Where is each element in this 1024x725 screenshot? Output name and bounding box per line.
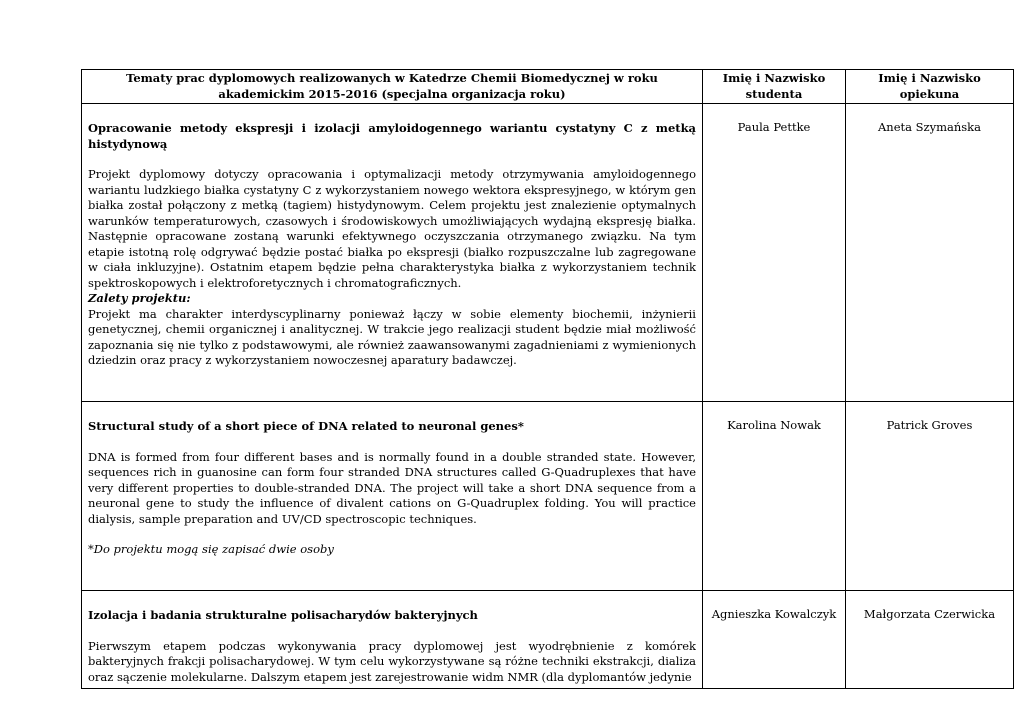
student-name: Paula Pettke (703, 104, 846, 402)
header-student: Imię i Nazwisko studenta (703, 70, 846, 104)
student-name: Karolina Nowak (703, 402, 846, 591)
table-row (82, 591, 1014, 689)
topic-note: *Do projektu mogą się zapisać dwie osoby (88, 542, 334, 556)
topic-description: Pierwszym etapem podczas wykonywania pracy dyplomowej jest wyodrębnienie z komórek bakteryjnych frakcji polisacharydowej. W tym celu wykorzystywane są różne techniki ekstrakcji, dializa oraz sączenie molekularne. Dalszym etapem jest zarejestrowanie widm NMR (dla dyplomantów jedynie (88, 638, 696, 684)
topic-description: DNA is formed from four different bases and is normally found in a double stranded state. However, sequences rich in guanosine can form four stranded DNA structures called G-Quadruplexes that have very different properties to double-stranded DNA. The project will take a short DNA sequence from a neuronal gene to study the influence of divalent cations on G-Quadruplex folding. You will practice dialysis, sample preparation and UV/CD spectroscopic techniques. (88, 449, 696, 526)
topic-title: Opracowanie metody ekspresji i izolacji amyloidogennego wariantu cystatyny C z metką histydynową (88, 121, 696, 151)
topic-cell (82, 402, 703, 591)
topic-cell (82, 104, 703, 402)
supervisor-name: Patrick Groves (846, 402, 1014, 591)
header-topic: Tematy prac dyplomowych realizowanych w Katedrze Chemii Biomedycznej w roku akademickim 2015-2016 (specjalna organizacja roku) (82, 70, 703, 104)
thesis-topics-table (81, 69, 1014, 689)
advantages-label: Zalety projektu: (88, 291, 191, 305)
header-supervisor: Imię i Nazwisko opiekuna (846, 70, 1014, 104)
table-header-row (82, 70, 1014, 104)
supervisor-name: Aneta Szymańska (846, 104, 1014, 402)
student-name: Agnieszka Kowalczyk (703, 591, 846, 689)
table-row (82, 402, 1014, 591)
topic-title: Izolacja i badania strukturalne polisacharydów bakteryjnych (88, 608, 478, 622)
advantages-text: Projekt ma charakter interdyscyplinarny ponieważ łączy w sobie elementy biochemii, inżynierii genetycznej, chemii organicznej i analitycznej. W trakcie jego realizacji student będzie miał możliwość zapoznania się nie tylko z podstawowymi, ale również zaawansowanymi zagadnieniami z wymienionych dziedzin oraz pracy z wykorzystaniem nowoczesnej aparatury badawczej. (88, 306, 696, 367)
supervisor-name: Małgorzata Czerwicka (846, 591, 1014, 689)
topic-description: Projekt dyplomowy dotyczy opracowania i optymalizacji metody otrzymywania amyloidogennego wariantu ludzkiego białka cystatyny C z wykorzystaniem nowego wektora ekspresyjnego, w którym gen białka został połączony z metką (tagiem) histydynowym. Celem projektu jest znalezienie optymalnych warunków temperaturowych, czasowych i środowiskowych umożliwiających wydajną ekspresję białka. Następnie opracowane zostaną warunki efektywnego oczyszczania otrzymanego związku. Na tym etapie istotną rolę odgrywać będzie postać białka po ekspresji (białko rozpuszczalne lub zagregowane w ciała inkluzyjne). Ostatnim etapem będzie pełna charakterystyka białka z wykorzystaniem technik spektroskopowych i elektroforetycznych i chromatograficznych. (88, 167, 696, 290)
topic-title: Structural study of a short piece of DNA related to neuronal genes* (88, 419, 524, 433)
topic-cell (82, 591, 703, 689)
table-row (82, 104, 1014, 402)
